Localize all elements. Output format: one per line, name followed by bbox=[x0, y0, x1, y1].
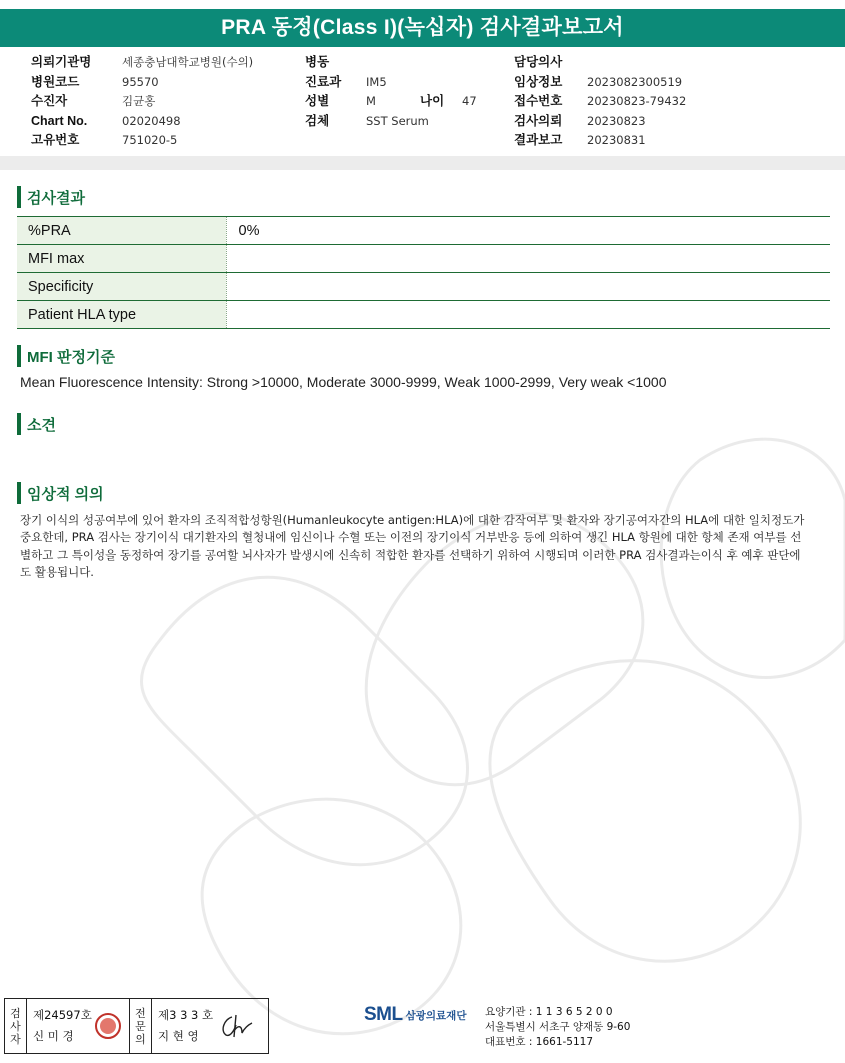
table-row bbox=[17, 245, 830, 273]
confirmer-block bbox=[152, 999, 268, 1053]
label-unique-no: 고유번호 bbox=[31, 133, 80, 147]
section-mfi-header bbox=[17, 345, 115, 367]
result-key-pra: %PRA bbox=[17, 217, 226, 245]
label-sex: 성별 bbox=[305, 94, 330, 108]
label-institution: 의뢰기관명 bbox=[31, 55, 92, 69]
institution-code: 요양기관 : 1 1 3 6 5 2 0 0 bbox=[485, 1006, 613, 1018]
section-marker bbox=[17, 345, 21, 367]
result-key-specificity: Specificity bbox=[17, 273, 226, 301]
value-clinical-info: 2023082300519 bbox=[587, 74, 683, 89]
section-clinical-title: 임상적 의의 bbox=[27, 485, 104, 503]
section-mfi-title: MFI 판정기준 bbox=[27, 348, 115, 366]
vertical-char: 검 bbox=[10, 1006, 21, 1020]
label-clinical-info: 임상정보 bbox=[514, 74, 563, 89]
label-patient: 수진자 bbox=[31, 94, 68, 108]
section-opinion-title: 소견 bbox=[27, 416, 56, 434]
label-ward: 병동 bbox=[305, 55, 330, 69]
examiner-block bbox=[27, 999, 130, 1053]
logo-name: 삼광의료재단 bbox=[405, 1009, 467, 1022]
value-chart-no: 02020498 bbox=[122, 113, 181, 128]
value-unique-no: 751020-5 bbox=[122, 133, 178, 147]
vertical-char: 문 bbox=[135, 1019, 146, 1033]
table-row bbox=[17, 273, 830, 301]
result-key-mfi-max: MFI max bbox=[17, 245, 226, 273]
report-title: PRA 동정(Class I)(녹십자) 검사결과보고서 bbox=[221, 16, 624, 39]
value-receipt-no: 20230823-79432 bbox=[587, 94, 687, 108]
value-doctor bbox=[587, 53, 686, 73]
signature-box bbox=[4, 998, 269, 1054]
value-patient: 김균홍 bbox=[122, 94, 156, 108]
patient-info-col1-labels bbox=[31, 53, 91, 151]
table-row bbox=[17, 301, 830, 329]
value-department: IM5 bbox=[366, 74, 387, 89]
sml-logo bbox=[364, 1004, 466, 1026]
section-opinion-header bbox=[17, 413, 56, 435]
value-report-date: 20230831 bbox=[587, 133, 646, 147]
result-value-pra: 0% bbox=[226, 217, 830, 245]
value-ward bbox=[366, 53, 429, 73]
vertical-char: 전 bbox=[135, 1006, 146, 1020]
label-doctor: 담당의사 bbox=[514, 55, 563, 69]
institution-phone: 대표번호 : 1661-5117 bbox=[485, 1036, 594, 1048]
result-value-specificity bbox=[226, 273, 830, 301]
vertical-char: 사 bbox=[10, 1019, 21, 1033]
label-hospital-code: 병원코드 bbox=[31, 74, 80, 89]
signature-icon bbox=[218, 1011, 254, 1041]
result-table bbox=[17, 216, 830, 329]
info-divider bbox=[0, 156, 845, 170]
label-specimen: 검체 bbox=[305, 113, 330, 128]
patient-info-age-label-block bbox=[420, 92, 444, 112]
patient-info-col1-values bbox=[122, 53, 253, 151]
result-key-hla-type: Patient HLA type bbox=[17, 301, 226, 329]
logo-mark: SML bbox=[364, 1004, 403, 1025]
label-report-date: 결과보고 bbox=[514, 133, 563, 147]
value-hospital-code: 95570 bbox=[122, 74, 159, 89]
examiner-name: 신 미 경 bbox=[33, 1029, 74, 1043]
value-specimen: SST Serum bbox=[366, 113, 429, 128]
institution-address bbox=[485, 1005, 630, 1050]
label-request-date: 검사의뢰 bbox=[514, 113, 563, 128]
patient-info-age-value-block bbox=[462, 92, 477, 112]
examiner-vertical-label bbox=[5, 999, 27, 1053]
report-title-bar bbox=[0, 9, 845, 47]
examiner-license: 제24597호 bbox=[33, 1008, 92, 1022]
vertical-char: 의 bbox=[135, 1032, 146, 1046]
label-age: 나이 bbox=[420, 94, 445, 108]
value-request-date: 20230823 bbox=[587, 113, 646, 128]
label-chart-no: Chart No. bbox=[31, 113, 88, 128]
table-row bbox=[17, 217, 830, 245]
value-sex: M bbox=[366, 94, 376, 108]
clinical-significance-text: 장기 이식의 성공여부에 있어 환자의 조직적합성항원(Humanleukocyte antigen:HLA)에 대한 감작여부 및 환자와 장기공여자간의 HLA에 대한 일치정도가 중요한데, PRA 검사는 장기이식 대기환자의 혈청내에 임신이나 수혈 또는 이전의 장기이식 거부반응 등에 의하여 생긴 HLA 항원에 대한 항체 존재 여부를 선별하고 그 특이성을 동정하여 장기를 공여할 뇌사자가 발생시에 신속히 적합한 환자를 선택하기 위하여 시행되며 이러한 PRA 검사결과는이식 후 예후 판단에도 활용됩니다. bbox=[20, 513, 805, 579]
patient-info-col3-labels bbox=[514, 53, 562, 151]
section-marker bbox=[17, 482, 21, 504]
institution-street: 서울특별시 서초구 양재동 9-60 bbox=[485, 1021, 631, 1033]
label-receipt-no: 접수번호 bbox=[514, 94, 563, 108]
section-result-header bbox=[17, 186, 85, 208]
vertical-char: 자 bbox=[10, 1032, 21, 1046]
confirmer-name: 지 현 영 bbox=[158, 1029, 199, 1043]
patient-info-col3-values bbox=[587, 53, 686, 151]
section-result-title: 검사결과 bbox=[27, 189, 85, 207]
result-value-mfi-max bbox=[226, 245, 830, 273]
result-value-hla-type bbox=[226, 301, 830, 329]
label-department: 진료과 bbox=[305, 74, 342, 89]
patient-info-col2-labels bbox=[305, 53, 341, 131]
confirmer-vertical-label bbox=[130, 999, 152, 1053]
section-marker bbox=[17, 186, 21, 208]
confirmer-license: 제3 3 3 호 bbox=[158, 1008, 214, 1022]
value-institution: 세종충남대학교병원(수의) bbox=[122, 55, 254, 69]
seal-stamp-icon bbox=[95, 1013, 121, 1039]
mfi-criteria-text: Mean Fluorescence Intensity: Strong >10000, Moderate 3000-9999, Weak 1000-2999, Very weak <1000 bbox=[20, 374, 667, 390]
section-clinical-header bbox=[17, 482, 104, 504]
section-marker bbox=[17, 413, 21, 435]
value-age: 47 bbox=[462, 94, 477, 108]
